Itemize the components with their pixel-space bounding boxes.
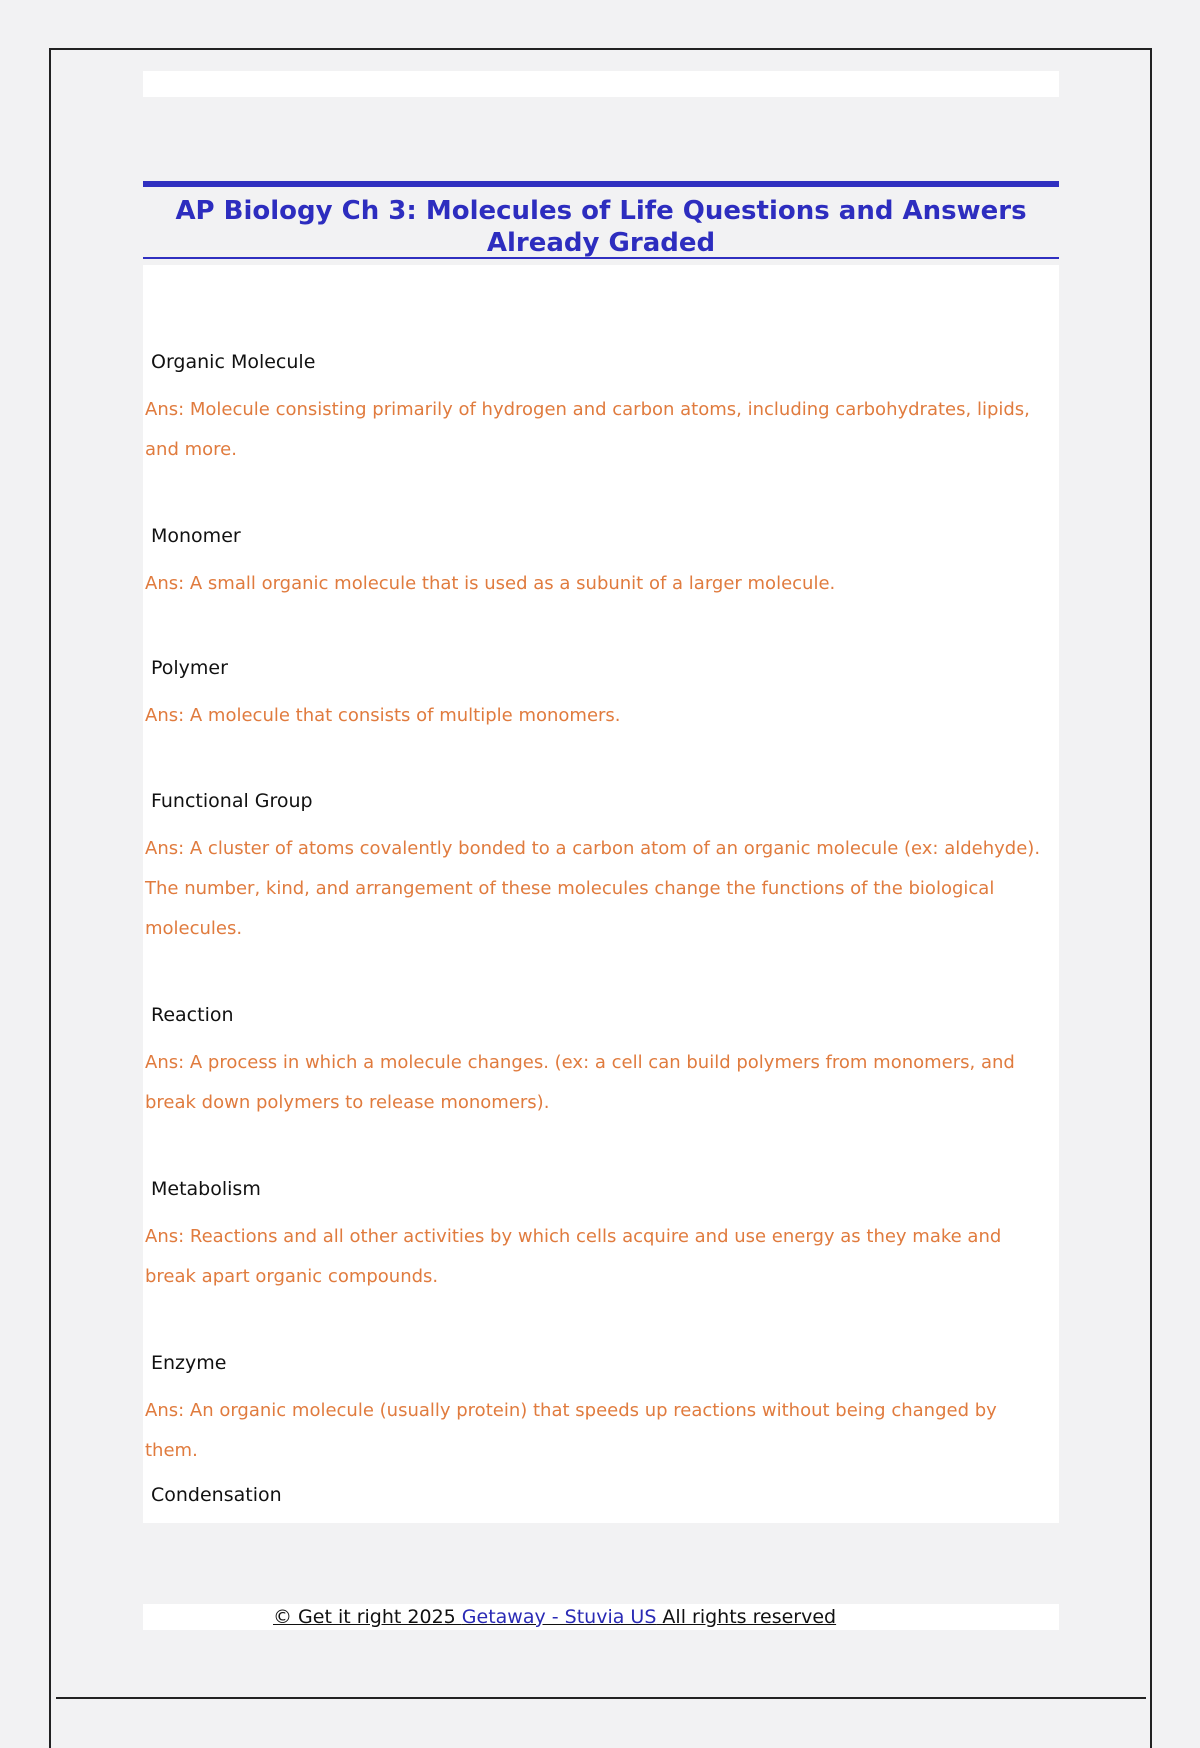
qa-entry bbox=[143, 1351, 1059, 1471]
answer: Ans: A molecule that consists of multiple monomers. bbox=[145, 705, 621, 726]
qa-entry bbox=[143, 524, 1059, 604]
answer: Ans: An organic molecule (usually protein) that speeds up reactions without being changed by them. bbox=[145, 1400, 997, 1461]
term: Metabolism bbox=[151, 1178, 261, 1200]
page-bottom-rule bbox=[56, 1697, 1146, 1699]
term: Monomer bbox=[151, 525, 241, 547]
qa-entry bbox=[143, 656, 1059, 736]
footer-link[interactable]: Getaway - Stuvia US bbox=[461, 1606, 657, 1628]
qa-content bbox=[143, 265, 1059, 1523]
document-title: AP Biology Ch 3: Molecules of Life Questions and Answers Already Graded bbox=[175, 196, 1027, 258]
term: Functional Group bbox=[151, 790, 313, 812]
answer: Ans: A small organic molecule that is used as a subunit of a larger molecule. bbox=[145, 573, 836, 594]
header-strip bbox=[143, 71, 1059, 97]
term: Enzyme bbox=[151, 1352, 227, 1374]
footer-prefix: © Get it right 2025 bbox=[273, 1606, 462, 1628]
answer: Ans: Reactions and all other activities by which cells acquire and use energy as they make and break apart organic compounds. bbox=[145, 1226, 1002, 1287]
term: Reaction bbox=[151, 1004, 234, 1026]
answer: Ans: Molecule consisting primarily of hydrogen and carbon atoms, including carbohydrates, lipids, and more. bbox=[145, 399, 1030, 460]
term: Polymer bbox=[151, 657, 228, 679]
qa-entry bbox=[143, 1003, 1059, 1123]
qa-entry bbox=[143, 350, 1059, 470]
footer-suffix: All rights reserved bbox=[656, 1606, 837, 1628]
answer: Ans: A process in which a molecule changes. (ex: a cell can build polymers from monomers, and break down polymers to release monomers). bbox=[145, 1052, 1015, 1113]
qa-entry bbox=[143, 789, 1059, 949]
qa-entry bbox=[143, 1177, 1059, 1297]
term: Organic Molecule bbox=[151, 351, 316, 373]
title-block bbox=[143, 181, 1059, 259]
term: Condensation bbox=[151, 1484, 282, 1506]
answer: Ans: A cluster of atoms covalently bonded to a carbon atom of an organic molecule (ex: aldehyde). The number, kind, and arrangement of these molecules change the functions of the biological molecules. bbox=[145, 838, 1041, 939]
footer-copyright bbox=[273, 1604, 836, 1630]
qa-entry bbox=[143, 1483, 1059, 1507]
